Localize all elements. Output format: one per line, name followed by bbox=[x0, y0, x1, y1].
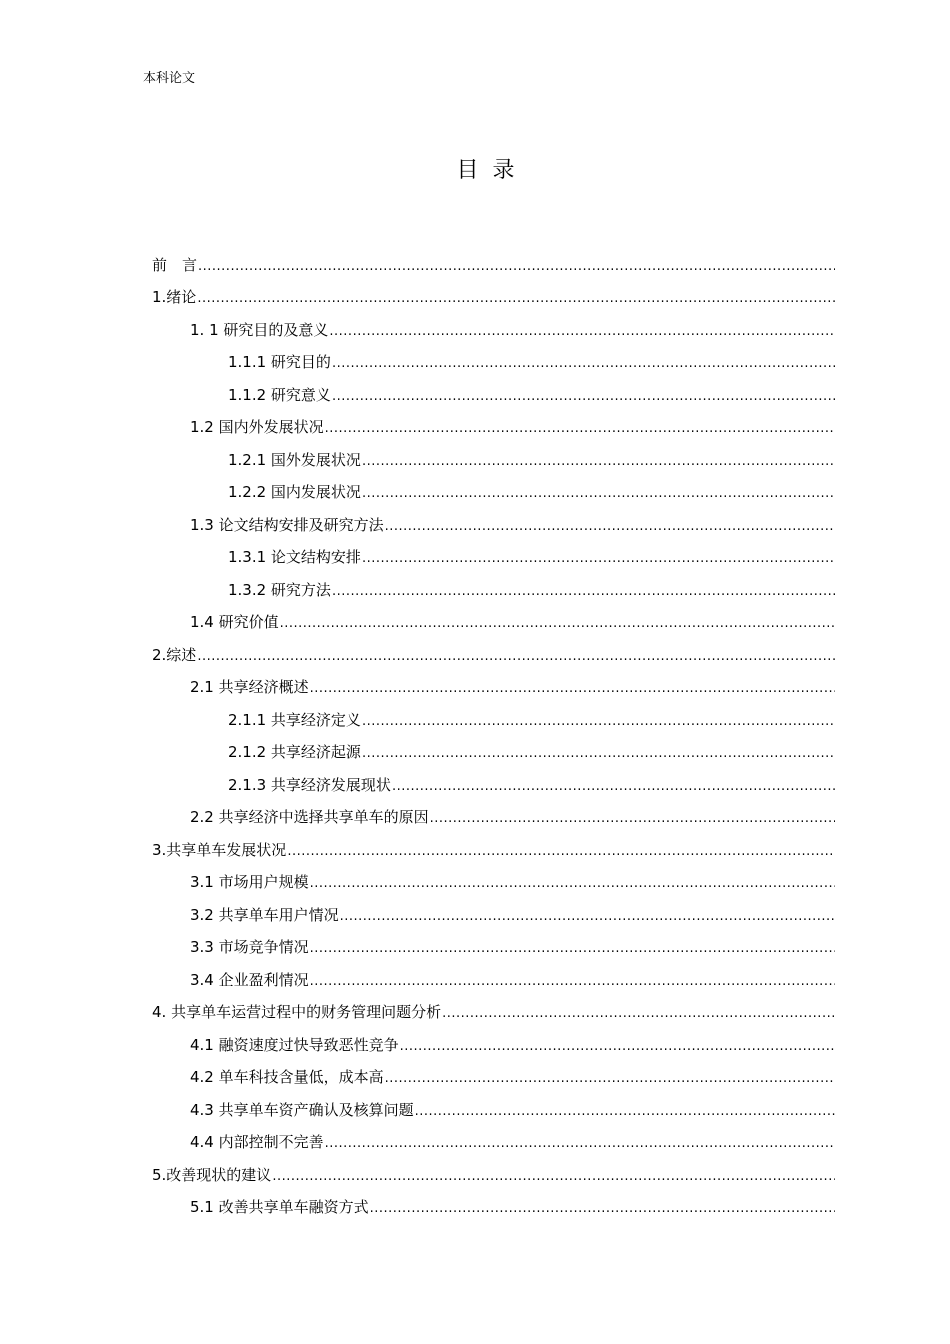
toc-dot-leader bbox=[362, 454, 835, 469]
toc-dot-leader bbox=[430, 811, 835, 826]
toc-entry[interactable] bbox=[152, 248, 835, 281]
toc-entry-text: 1.2.1 国外发展状况 bbox=[228, 450, 361, 469]
toc-dot-leader bbox=[325, 421, 835, 436]
toc-entry[interactable] bbox=[152, 963, 835, 996]
toc-dot-leader bbox=[340, 909, 835, 924]
toc-entry-text: 3.4 企业盈利情况 bbox=[190, 970, 309, 989]
toc-entry-text: 3.共享单车发展状况 bbox=[152, 840, 287, 859]
toc-entry[interactable] bbox=[152, 313, 835, 346]
toc-entry-text: 2.1 共享经济概述 bbox=[190, 678, 309, 697]
toc-entry[interactable] bbox=[152, 508, 835, 541]
toc-dot-leader bbox=[198, 259, 835, 274]
toc-dot-leader bbox=[392, 779, 835, 794]
toc-entry[interactable] bbox=[152, 703, 835, 736]
toc-dot-leader bbox=[197, 649, 835, 664]
toc-entry-text: 1.3.2 研究方法 bbox=[228, 580, 331, 599]
toc-entry-text: 3.2 共享单车用户情况 bbox=[190, 905, 339, 924]
toc-entry-text: 1.2 国内外发展状况 bbox=[190, 418, 324, 437]
toc-entry-text: 4.1 融资速度过快导致恶性竞争 bbox=[190, 1035, 399, 1054]
toc-dot-leader bbox=[415, 1104, 835, 1119]
toc-entry[interactable] bbox=[152, 768, 835, 801]
toc-dot-leader bbox=[310, 974, 835, 989]
toc-dot-leader bbox=[385, 519, 835, 534]
toc-entry[interactable] bbox=[152, 378, 835, 411]
toc-dot-leader bbox=[362, 746, 835, 761]
toc-dot-leader bbox=[310, 681, 835, 696]
toc-entry[interactable] bbox=[152, 931, 835, 964]
toc-dot-leader bbox=[332, 356, 835, 371]
toc-entry-text: 1.1.1 研究目的 bbox=[228, 353, 331, 372]
toc-entry[interactable] bbox=[152, 801, 835, 834]
toc-entry[interactable] bbox=[152, 606, 835, 639]
toc-entry-text: 2.1.3 共享经济发展现状 bbox=[228, 775, 391, 794]
toc-entry-text: 1. 1 研究目的及意义 bbox=[190, 320, 329, 339]
toc-entry[interactable] bbox=[152, 638, 835, 671]
toc-dot-leader bbox=[325, 1136, 835, 1151]
toc-entry[interactable] bbox=[152, 1093, 835, 1126]
toc-entry-text: 1.2.2 国内发展状况 bbox=[228, 483, 361, 502]
toc-entry-text: 4.2 单车科技含量低，成本高 bbox=[190, 1068, 384, 1087]
toc-entry[interactable] bbox=[152, 736, 835, 769]
toc-entry[interactable] bbox=[152, 476, 835, 509]
toc-dot-leader bbox=[400, 1039, 835, 1054]
toc-entry[interactable] bbox=[152, 1126, 835, 1159]
toc-entry[interactable] bbox=[152, 1061, 835, 1094]
toc-dot-leader bbox=[272, 1169, 835, 1184]
toc-entry-text: 2.综述 bbox=[152, 645, 197, 664]
toc-entry-text: 2.2 共享经济中选择共享单车的原因 bbox=[190, 808, 429, 827]
toc-dot-leader bbox=[362, 714, 835, 729]
toc-entry[interactable] bbox=[152, 898, 835, 931]
toc-dot-leader bbox=[329, 324, 835, 339]
toc-dot-leader bbox=[280, 616, 835, 631]
page-header: 本科论文 bbox=[143, 71, 196, 86]
toc-entry[interactable] bbox=[152, 541, 835, 574]
toc-entry-text: 1.绪论 bbox=[152, 288, 197, 307]
toc-dot-leader bbox=[287, 844, 835, 859]
toc-dot-leader bbox=[442, 1006, 835, 1021]
toc-entry-text: 2.1.2 共享经济起源 bbox=[228, 743, 361, 762]
toc-entry-text: 1.3 论文结构安排及研究方法 bbox=[190, 515, 384, 534]
toc-entry[interactable] bbox=[152, 443, 835, 476]
toc-dot-leader bbox=[197, 291, 835, 306]
toc-entry-text: 1.1.2 研究意义 bbox=[228, 385, 331, 404]
toc-dot-leader bbox=[310, 941, 835, 956]
toc-entry-text: 3.3 市场竞争情况 bbox=[190, 938, 309, 957]
toc-entry-text: 5.1 改善共享单车融资方式 bbox=[190, 1198, 369, 1217]
toc-entry[interactable] bbox=[152, 671, 835, 704]
toc-dot-leader bbox=[385, 1071, 835, 1086]
toc-entry[interactable] bbox=[152, 573, 835, 606]
toc-entry-text: 4.4 内部控制不完善 bbox=[190, 1133, 324, 1152]
toc-entry[interactable] bbox=[152, 411, 835, 444]
toc-entry[interactable] bbox=[152, 866, 835, 899]
toc-dot-leader bbox=[332, 389, 835, 404]
toc-dot-leader bbox=[310, 876, 835, 891]
toc-dot-leader bbox=[362, 551, 835, 566]
toc-entry[interactable] bbox=[152, 1191, 835, 1224]
toc-title: 目录 bbox=[456, 158, 529, 183]
toc-entry[interactable] bbox=[152, 346, 835, 379]
toc-entry[interactable] bbox=[152, 281, 835, 314]
toc-dot-leader bbox=[362, 486, 835, 501]
toc-entry-text: 前 言 bbox=[152, 255, 198, 274]
toc-entry[interactable] bbox=[152, 1158, 835, 1191]
toc-entry-text: 5.改善现状的建议 bbox=[152, 1165, 272, 1184]
toc-entry-text: 4. 共享单车运营过程中的财务管理问题分析 bbox=[152, 1003, 442, 1022]
toc-dot-leader bbox=[370, 1201, 835, 1216]
toc-entry[interactable] bbox=[152, 833, 835, 866]
toc-entry[interactable] bbox=[152, 1028, 835, 1061]
toc-entry-text: 4.3 共享单车资产确认及核算问题 bbox=[190, 1100, 414, 1119]
toc-entry-text: 2.1.1 共享经济定义 bbox=[228, 710, 361, 729]
toc-entry-text: 1.3.1 论文结构安排 bbox=[228, 548, 361, 567]
toc-entry-text: 1.4 研究价值 bbox=[190, 613, 279, 632]
table-of-contents bbox=[152, 248, 835, 1223]
toc-entry[interactable] bbox=[152, 996, 835, 1029]
toc-dot-leader bbox=[332, 584, 835, 599]
toc-entry-text: 3.1 市场用户规模 bbox=[190, 873, 309, 892]
